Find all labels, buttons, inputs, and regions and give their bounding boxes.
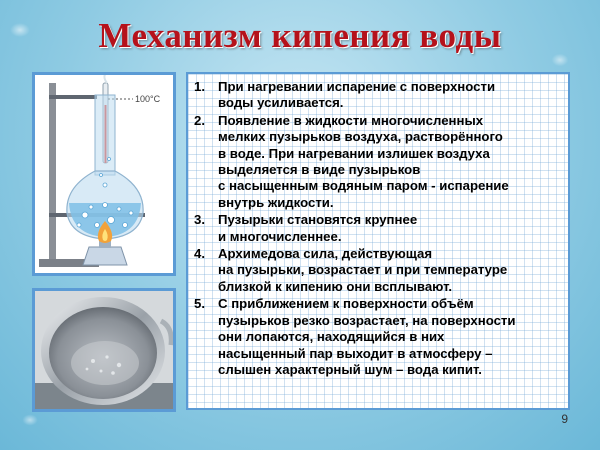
steam xyxy=(104,75,109,83)
point-line: воды усиливается. xyxy=(218,95,344,111)
boiling-flask-diagram xyxy=(32,72,176,276)
slide-title: Механизм кипения воды xyxy=(98,16,502,55)
point-text xyxy=(218,79,560,112)
point-line: При нагревании испарение с поверхности xyxy=(218,79,496,94)
point-line: на пузырьки, возрастает и при температуре xyxy=(218,262,508,278)
water-surface xyxy=(71,341,139,385)
point-line: насыщенный пар выходит в атмосферу – xyxy=(218,345,493,361)
point-text xyxy=(218,212,560,245)
point-line: мелких пузырьков воздуха, растворённого xyxy=(218,129,503,145)
point-line: пузырьков резко возрастает, на поверхности xyxy=(218,312,516,328)
burner-body xyxy=(83,247,127,265)
point-line: близкой к кипению они всплывают. xyxy=(218,278,453,294)
points-list xyxy=(194,79,560,378)
point-number: 5. xyxy=(194,296,205,312)
temperature-label: 100°C xyxy=(135,94,161,104)
point-item xyxy=(194,212,560,245)
point-line: Пузырьки становятся крупнее xyxy=(218,212,418,228)
point-number: 4. xyxy=(194,246,205,262)
point-line: в воде. При нагревании излишек воздуха xyxy=(218,145,490,161)
point-text xyxy=(218,246,560,295)
page-number: 9 xyxy=(561,412,568,426)
flask-neck xyxy=(95,95,115,175)
point-number: 2. xyxy=(194,112,205,128)
point-line: внутрь жидкости. xyxy=(218,194,334,210)
point-number: 3. xyxy=(194,212,205,228)
point-text xyxy=(218,296,560,378)
point-line: Архимедова сила, действующая xyxy=(218,246,433,262)
upper-clamp xyxy=(49,95,97,99)
explanation-box xyxy=(186,72,570,410)
point-line: С приближением к поверхности объём xyxy=(218,296,474,312)
point-item xyxy=(194,79,560,112)
point-item xyxy=(194,113,560,211)
point-line: и многочисленнее. xyxy=(218,228,342,244)
point-line: выделяется в виде пузырьков xyxy=(218,162,421,178)
pot-photo xyxy=(32,288,176,412)
point-item xyxy=(194,296,560,378)
point-line: они лопаются, находящийся в них xyxy=(218,329,445,345)
point-line: слышен характерный шум – вода кипит. xyxy=(218,361,482,377)
point-number: 1. xyxy=(194,79,205,94)
point-line: с насыщенным водяным паром - испарение xyxy=(218,178,509,194)
stand-rod xyxy=(49,83,56,263)
point-text xyxy=(218,113,560,211)
point-item xyxy=(194,246,560,295)
point-line: Появление в жидкости многочисленных xyxy=(218,112,484,128)
